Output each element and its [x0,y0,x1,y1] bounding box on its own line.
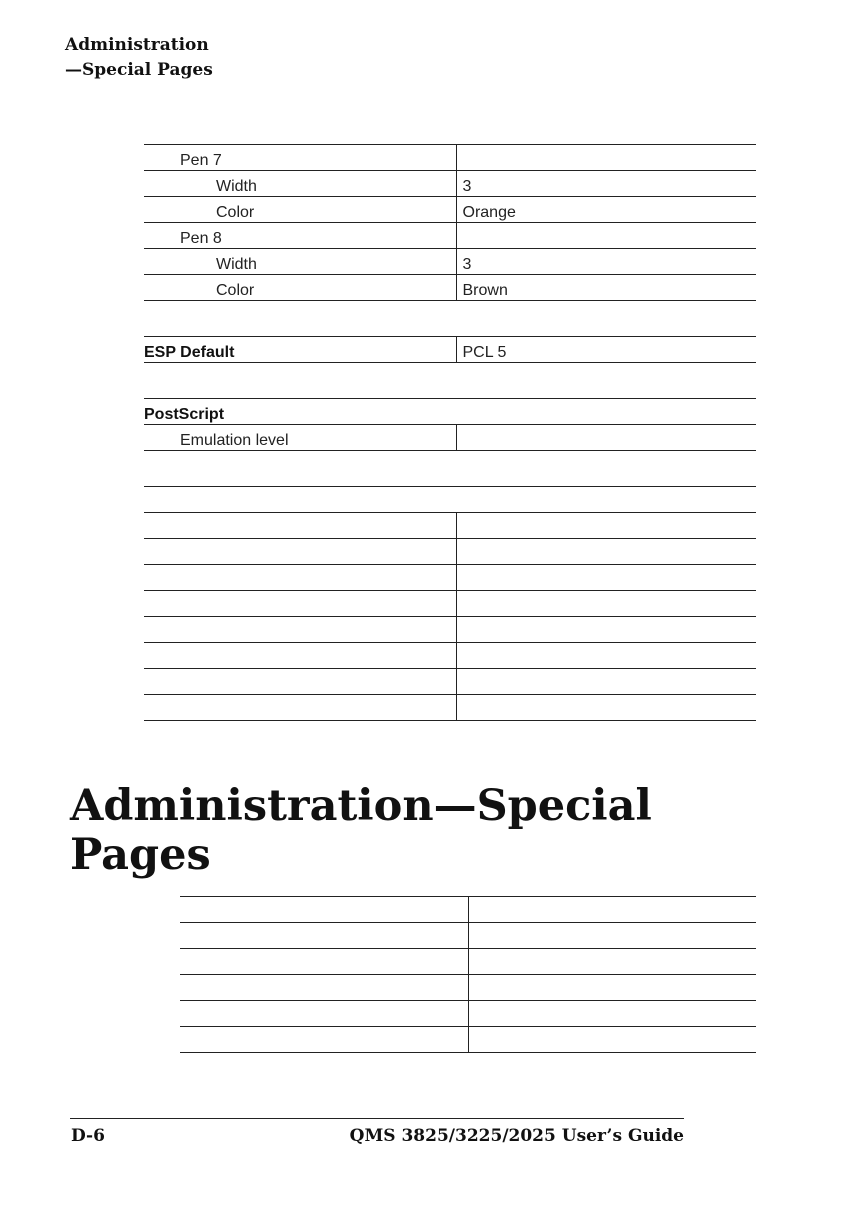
emulation-level-label: Emulation level [144,425,456,451]
table-row [144,223,756,249]
table-row [144,197,756,223]
table-row [144,399,756,425]
esp-default-label: ESP Default [144,337,456,363]
section-title: Administration—Special Pages [70,781,652,880]
table-row [144,145,756,171]
table-row [144,591,756,617]
table-row [144,513,756,539]
table-row [144,643,756,669]
running-head-line-2: —Special Pages [65,60,213,80]
pen7-label: Pen 7 [144,145,456,171]
running-head-line-1: Administration [65,35,209,55]
table-row [180,1027,756,1053]
table-row [180,923,756,949]
table-row [144,249,756,275]
table-row [144,565,756,591]
postscript-label: PostScript [144,399,756,425]
running-head [65,33,213,83]
footer-rule [70,1118,684,1119]
pen7-color-value: Orange [456,197,756,223]
emulation-level-value [456,425,756,451]
pen8-color-label: Color [144,275,456,301]
pen8-width-label: Width [144,249,456,275]
pen7-width-label: Width [144,171,456,197]
pen7-width-value: 3 [456,171,756,197]
table-row [180,949,756,975]
special-pages-table [180,896,756,1053]
table-row [180,897,756,923]
table-row [144,539,756,565]
table-row [144,669,756,695]
table-row [144,617,756,643]
table-spacer [144,363,756,399]
table-spacer [144,451,756,487]
esp-default-value: PCL 5 [456,337,756,363]
pen8-width-value: 3 [456,249,756,275]
pen7-value [456,145,756,171]
page-number: D-6 [71,1126,105,1146]
table-row [144,275,756,301]
config-table [144,144,756,721]
table-row [144,487,756,513]
pen7-color-label: Color [144,197,456,223]
table-row [144,425,756,451]
table-row [144,695,756,721]
pen8-label: Pen 8 [144,223,456,249]
table-row [180,975,756,1001]
pen8-color-value: Brown [456,275,756,301]
table-row [144,337,756,363]
table-row [144,171,756,197]
guide-title: QMS 3825/3225/2025 User’s Guide [349,1126,684,1146]
pen8-value [456,223,756,249]
table-row [180,1001,756,1027]
table-spacer [144,301,756,337]
